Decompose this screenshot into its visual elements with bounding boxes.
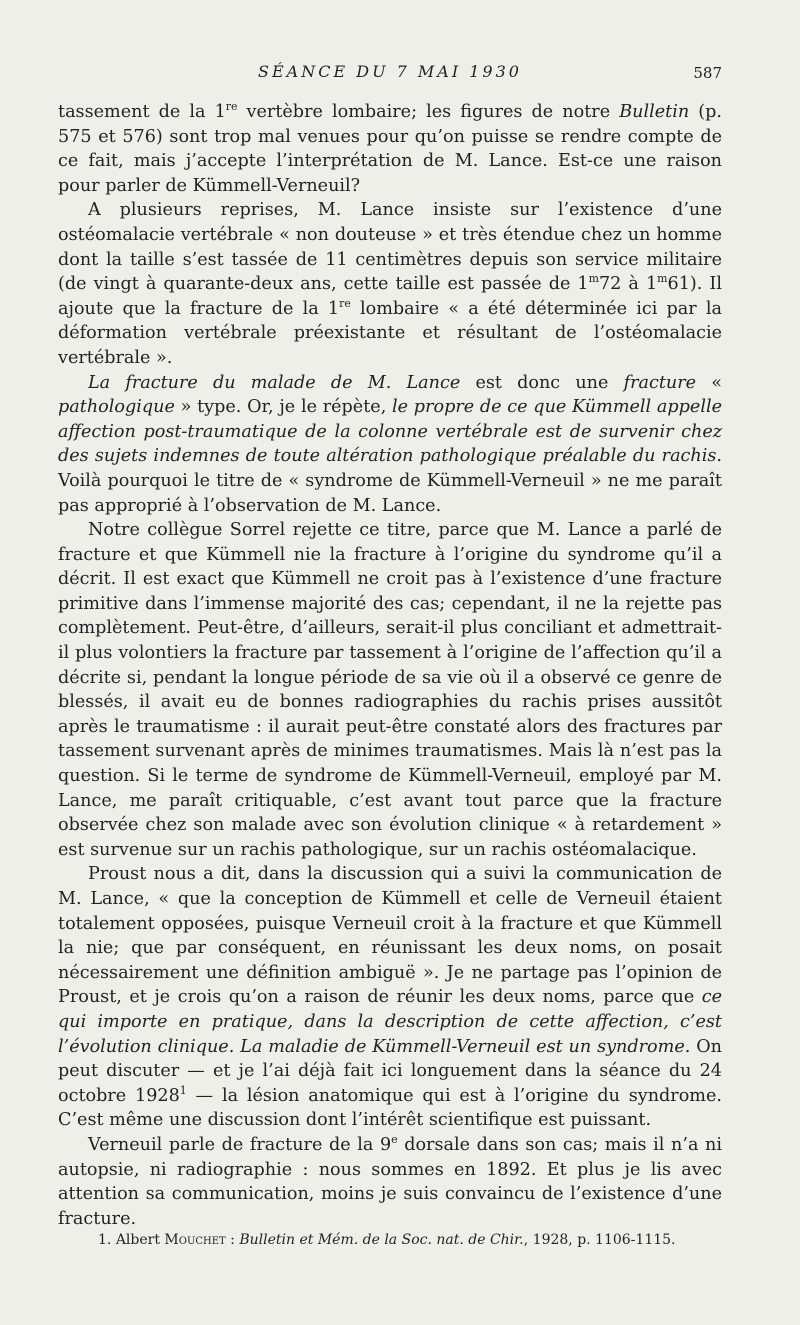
paragraph [58,198,722,370]
italic-text: Bulletin [619,102,690,122]
paragraph [58,1133,722,1231]
text-run: Verneuil parle de fracture de la 9 [88,1134,392,1155]
superscript: re [339,296,351,310]
italic-text: La fracture du malade de M. Lance [88,372,461,393]
paragraph [58,518,722,862]
text-run: « [696,372,723,393]
footnote-separator: : [225,1232,240,1248]
text-run: Voilà pourquoi le titre de « syndrome de Kümmell-Verneuil » ne me paraît pas approprié à l’observation de M. Lance. [58,470,722,516]
text-run: 61). Il ajoute que la fracture de la 1 [58,274,722,319]
body-text [58,100,722,1231]
text-run: Proust nous a dit, dans la discussion qui a suivi la communication de M. Lance, « que la conception de Kümmell et celle de Verneuil étaient totalement opposées, puisque Verneuil croit à la fracture et que Kümmell la nie; que par conséquent, en réunissant les deux noms, on posait nécessairement une définition ambiguë ». Je ne partage pas l’opinion de Proust, et je crois qu’on a raison de réunir les deux noms, parce que [58,864,722,1008]
text-run: est donc une [460,372,624,393]
text-run: tassement de la 1 [58,102,226,122]
text-run: — la lésion anatomique qui est à l’origine du syndrome. C’est même une discussion dont l’intérêt scientifique est puissant. [58,1085,722,1131]
running-head [58,60,722,90]
paragraph [58,371,722,519]
paragraph [58,100,722,198]
page-number: 587 [693,64,722,82]
superscript: re [225,100,238,114]
footnote-journal: Bulletin et Mém. de la Soc. nat. de Chir. [239,1232,524,1248]
text-run: lombaire « a été déterminée ici par la déformation vertébrale préexistante et résultant de l’ostéomalacie vertébrale ». [58,298,722,368]
superscript: e [391,1133,398,1147]
text-run: On peut discuter — et je l’ai déjà fait ici longuement dans la séance du 24 octobre 1928 [58,1036,722,1106]
footnote-rest: , 1928, p. 1106-1115. [523,1232,676,1248]
superscript: m [588,272,599,286]
text-run: A plusieurs reprises, M. Lance insiste sur l’existence d’une ostéomalacie vertébrale « non douteuse » et très étendue chez un homme dont la taille s’est tassée de 11 centimètres depuis son service militaire (de vingt à quarante-deux ans, cette taille est passée de 1 [58,200,722,295]
running-title: SÉANCE DU 7 MAI 1930 [258,62,522,81]
footnote [98,1232,722,1248]
italic-text: fracture [623,372,697,393]
text-run: 72 à 1 [598,274,658,295]
text-run: dorsale dans son cas; mais il n’a ni autopsie, ni radiographie : nous sommes en 1892. Et plus je lis avec attention sa communication, moins je suis convaincu de l’existence d’une fracture. [58,1134,722,1229]
text-run: vertèbre lombaire; les figures de notre [237,102,620,122]
text-run: Notre collègue Sorrel rejette ce titre, parce que M. Lance a parlé de fracture et que Kümmell nie la fracture à l’origine du syndrome qu’il a décrit. Il est exact que Kümmell ne croit pas à l’existence d’une fracture primitive dans l’immense majorité des cas; cependant, il ne la rejette pas complètement. Peut-être, d’ailleurs, serait-il plus conciliant et admettrait-il plus volontiers la fracture par tassement à l’origine de l’affection qu’il a décrite si, pendant la longue période de sa vie où il a observé ce genre de blessés, il avait eu de bonnes radiographies du rachis prises aussitôt après le traumatisme : il aurait peut-être constaté alors des fractures par tassement survenant après de minimes traumatismes. Mais là n’est pas la question. Si le terme de syndrome de Kümmell-Verneuil, employé par M. Lance, me paraît critiquable, c’est avant tout parce que la fracture observée chez son malade avec son évolution clinique « à retardement » est survenue sur un rachis pathologique, sur un rachis ostéomalacique. [58,520,722,860]
italic-text: pathologique [58,397,175,418]
footnote-number: 1. [98,1232,112,1248]
italic-text: ce qui importe en pratique, dans la description de cette affection, c’est l’évolution clinique. La maladie de Kümmell-Verneuil est un syndrome. [58,987,722,1057]
text-run: » type. Or, je le répète, [174,397,393,418]
superscript: 1 [179,1083,187,1097]
superscript: m [657,272,668,286]
text-run: (p. 575 et 576) sont trop mal venues pour qu’on puisse se rendre compte de ce fait, mais j’accepte l’interprétation de M. Lance. Est-ce une raison pour parler de Kümmell-Verneuil? [58,102,722,196]
footnote-author-last: Mouchet [164,1232,226,1248]
italic-text: le propre de ce que Kümmell appelle affection post-traumatique de la colonne vertébrale est de survenir chez des sujets indemnes de toute altération pathologique préalable du rachis. [58,397,722,467]
footnote-author-first: Albert [115,1232,160,1248]
paragraph [58,862,722,1133]
